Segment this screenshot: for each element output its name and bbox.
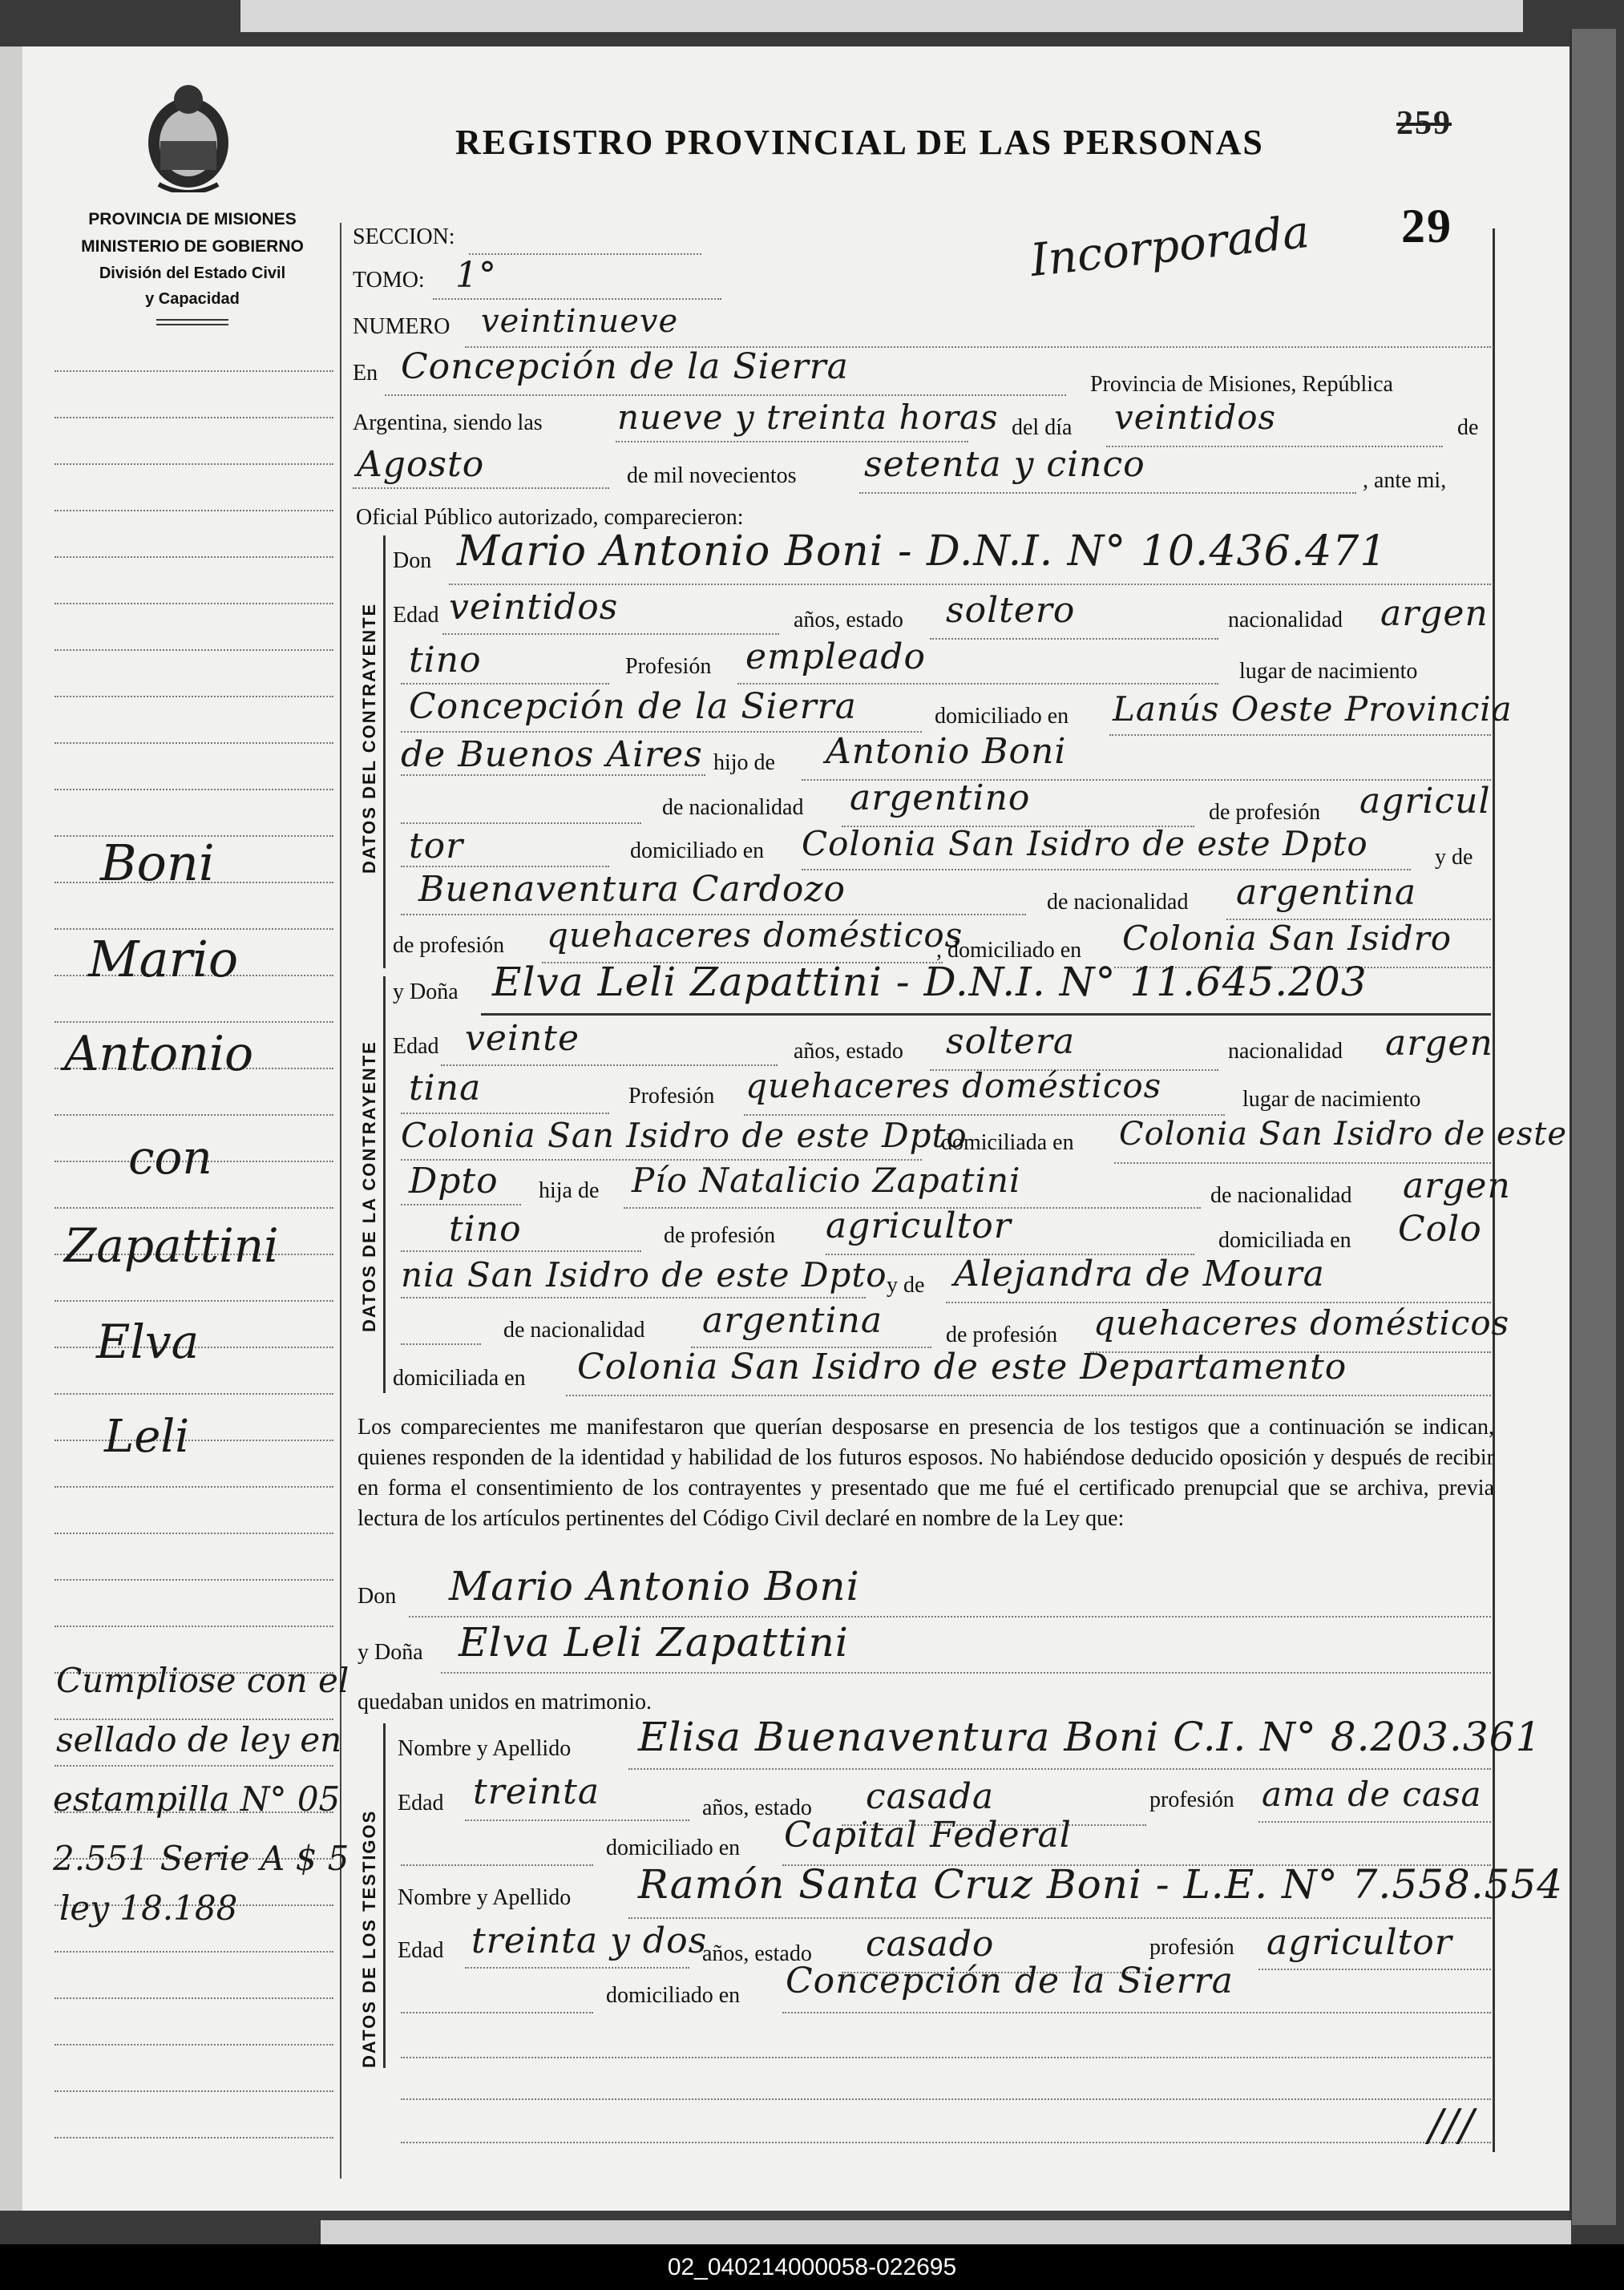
c1-estado-line [930,638,1218,640]
t2-profesion-label: profesión [1149,1935,1234,1960]
c2-padre-prof-value: agricultor [826,1206,1012,1246]
c2-madre-prof-label: de profesión [946,1323,1058,1347]
margin-column-divider [340,223,341,2179]
t2-profesion-line [1258,1969,1491,1970]
c2-profesion-value: quehaceres domésticos [745,1066,1162,1105]
margin-name-5: Zapattini [64,1218,279,1273]
decl-dona-name: Elva Leli Zapattini [459,1619,849,1666]
c1-madre-prof-value: quehaceres domésticos [547,915,963,955]
c1-nacionalidad-label: nacionalidad [1228,608,1343,632]
footer-code: 02_040214000058-022695 [0,2244,1624,2290]
c1-nac-part1: argen [1380,593,1489,634]
c2-lugar-label: lugar de nacimiento [1242,1087,1421,1112]
t2-domiciliado-label: domiciliado en [606,1983,741,2008]
book-spine [1569,29,1616,2225]
margin-note-2: sellado de ley en [56,1720,342,1759]
c1-blank-line [401,822,641,824]
margin-ruled-line [55,510,333,511]
margin-name-7: Leli [104,1411,190,1463]
margin-ruled-line [55,1207,333,1209]
contrayente-name: Mario Antonio Boni - D.N.I. N° 10.436.471 [457,527,1388,576]
hour-line [616,441,968,442]
margin-ruled-line [55,2044,333,2046]
year-label: de mil novecientos [627,463,797,488]
decl-dona-label: y Doña [358,1640,423,1665]
day-value: veintidos [1114,398,1277,437]
c2-madre-prof-value: quehaceres domésticos [1093,1303,1510,1343]
numero-label: NUMERO [353,314,450,339]
margin-ruled-line [55,1300,333,1302]
margin-ruled-line [55,1765,333,1767]
c1-domiciliado2-label: domiciliado en [630,838,765,863]
margin-ruled-line [55,603,333,604]
c1-madre-nac-value: argentina [1236,872,1417,913]
c2-nac-part2: tina [409,1068,482,1109]
margin-ruled-line [55,1393,333,1395]
t2-edad-label: Edad [398,1938,444,1963]
margin-ruled-line [55,2137,333,2139]
t1-domiciliado-label: domiciliado en [606,1836,741,1860]
contrayente2-bracket [383,976,386,1393]
margin-ruled-line [55,742,333,744]
provincia-text: Provincia de Misiones, República [1090,372,1393,397]
year-line [859,492,1356,494]
org-divider [156,319,228,325]
c2-blank-line [401,1343,481,1345]
don-line [449,584,1491,585]
t1-nombre-label: Nombre y Apellido [398,1736,572,1761]
c1-padre-prof-part2: tor [409,826,464,866]
c2-padre-value: Pío Natalicio Zapatini [632,1161,1021,1200]
c2-domiciliada-label: domiciliada en [941,1130,1074,1155]
contrayente2-name: Elva Leli Zapattini - D.N.I. N° 11.645.203 [492,959,1367,1005]
t1-profesion-value: ama de casa [1262,1775,1482,1814]
c2-nac-part1: argen [1385,1023,1493,1064]
month-value: Agosto [357,444,485,485]
c2-edad-line [441,1064,778,1066]
margin-ruled-line [55,1997,333,1999]
incorporada-annotation: Incorporada [1028,205,1312,288]
oficial-text: Oficial Público autorizado, comparecieron: [356,505,744,530]
decl-dona-line [441,1672,1491,1674]
margin-ruled-line [55,1021,333,1023]
t2-nombre-label: Nombre y Apellido [398,1885,572,1910]
month-line [353,487,609,489]
margin-name-1: Boni [100,834,215,892]
tomo-label: TOMO: [353,268,425,293]
c2-madre-nac-value: argentina [702,1300,883,1341]
old-page-number: 259 [1396,105,1452,142]
decl-don-line [409,1616,1491,1618]
contrayente-bracket [383,535,386,968]
seccion-label: SECCION: [353,224,455,249]
c2-lugar-value: Colonia San Isidro de este Dpto [401,1116,968,1155]
org-line-3: División del Estado Civil [99,265,286,282]
tomo-line [433,298,721,300]
ante-mi-text: , ante mi, [1363,468,1447,493]
c1-padre-dom-line [802,869,1411,870]
margin-ruled-line [55,1626,333,1627]
c2-padre-nac-label: de nacionalidad [1210,1183,1352,1208]
en-label: En [353,361,378,386]
c2-padre-dom-part1: Colo [1398,1209,1482,1250]
closing-mark: /// [1428,2100,1475,2151]
margin-note-3: estampilla N° 05 [53,1779,341,1819]
tomo-value: 1° [455,255,497,296]
c1-dom-part2: de Buenos Aires [401,734,703,775]
t1-edad-value: treinta [473,1771,600,1812]
c1-nac2-line [401,683,609,685]
c1-lugar-label: lugar de nacimiento [1239,659,1418,684]
margin-ruled-line [55,417,333,418]
margin-ruled-line [55,2090,333,2092]
c2-madre-dom-label: domiciliada en [393,1366,526,1391]
c1-edad-line [442,633,779,635]
contrayente-side-label: DATOS DEL CONTRAYENTE [359,602,379,874]
c2-y-de-label: y de [887,1273,925,1298]
c1-profesion-line [737,683,1218,685]
margin-ruled-line [55,1114,333,1116]
page-edge-top [240,0,1523,32]
testigos-side-label: DATOS DE LOS TESTIGOS [359,1809,379,2068]
margin-ruled-line [55,463,333,465]
c2-nacionalidad-label: nacionalidad [1228,1039,1343,1064]
margin-ruled-line [55,1440,333,1441]
quedaban-text: quedaban unidos en matrimonio. [358,1690,652,1714]
t-extra-line-1 [401,2057,1491,2058]
t2-estado-value: casado [866,1924,995,1965]
page-number: 29 [1401,200,1452,252]
c1-anos-estado: años, estado [794,608,903,632]
t2-edad-value: treinta y dos [471,1920,708,1961]
c2-estado-value: soltera [946,1021,1076,1062]
c2-anos-estado: años, estado [794,1039,903,1064]
t2-edad-line [465,1967,689,1969]
c2-dom-part1: Colonia San Isidro de este [1119,1116,1567,1153]
year-value: setenta y cinco [864,444,1145,485]
c1-edad-value: veintidos [449,587,619,628]
t2-dom-value: Concepción de la Sierra [786,1961,1234,2001]
c1-nac-part2: tino [409,640,482,681]
margin-note-1: Cumpliose con el [56,1661,349,1700]
c1-padre-value: Antonio Boni [826,731,1067,772]
de-label: de [1457,415,1479,440]
c1-madre-value: Buenaventura Cardozo [418,869,846,910]
c1-lugar-value: Concepción de la Sierra [409,686,857,727]
c2-padre-prof-label: de profesión [664,1223,776,1248]
c2-padre-nac-part2: tino [449,1209,522,1250]
margin-ruled-line [55,789,333,790]
contrayente2-side-label: DATOS DE LA CONTRAYENTE [359,1040,379,1332]
margin-ruled-line [55,1579,333,1581]
numero-value: veintinueve [481,303,679,340]
margin-ruled-line [55,1951,333,1953]
org-line-2: MINISTERIO DE GOBIERNO [81,237,304,256]
org-line-4: y Capacidad [145,290,240,308]
c1-profesion-label: Profesión [625,654,712,679]
c1-padre-nac-value: argentino [850,777,1031,818]
c2-profesion-label: Profesión [628,1084,715,1109]
c2-nac3-line [401,1250,641,1252]
c2-madre-dom-line [566,1395,1491,1396]
margin-ruled-line [55,556,333,558]
don-label: Don [393,548,432,573]
c1-domiciliado-label: domiciliado en [935,704,1069,729]
c2-padre-dom-label: domiciliada en [1218,1228,1351,1253]
c2-hija-label: hija de [539,1178,600,1203]
c1-madre-dom-value: Colonia San Isidro [1122,919,1452,958]
declaracion-paragraph: Los comparecientes me manifestaron que querían desposarse en presencia de los testigos que a continuación se indican, quienes responden de la identidad y habilidad de los futuros esposos. No habiéndose deducido oposición y después de recibir en forma el consentimiento de los contrayentes y presentado que me fué el certificado prenupcial que se archiva, previa lectura de los artículos pertinentes del Código Civil declaré en nombre de la Ley que: [358,1415,1494,1531]
t1-blank-line [401,1864,593,1866]
c1-dom-line [1109,734,1491,736]
seccion-line [469,253,701,255]
c1-dom2-line [401,774,705,776]
c2-madre-nac-label: de nacionalidad [503,1318,645,1343]
t2-name: Ramón Santa Cruz Boni - L.E. N° 7.558.554 [638,1861,1564,1908]
c2-nac2-line [401,1113,609,1114]
c2-padre-dom-part2: nia San Isidro de este Dpto [401,1255,887,1294]
c1-madre-prof-label: de profesión [393,933,505,958]
margin-note-4: 2.551 Serie A $ 5 [53,1839,349,1878]
day-line [1106,446,1443,447]
c2-madre-value: Alejandra de Moura [954,1254,1325,1294]
margin-name-2: Mario [88,930,239,988]
c1-domiciliado3-label: , domiciliado en [936,938,1082,963]
argentina-text: Argentina, siendo las [353,410,543,435]
c1-prof2-line [401,866,609,867]
c1-padre-dom-value: Colonia San Isidro de este Dpto [802,824,1368,863]
margin-name-6: Elva [96,1315,200,1369]
c2-padre-nac-part1: argen [1403,1165,1511,1206]
t2-dom-line [782,2012,1491,2013]
c2-dom-part2: Dpto [409,1161,499,1202]
c1-profesion-value: empleado [745,636,926,677]
margin-ruled-line [55,649,333,651]
t1-dom-value: Capital Federal [784,1815,1072,1856]
dia-label: del día [1012,415,1073,440]
dona-label: y Doña [393,979,459,1004]
t2-nombre-line [628,1917,1491,1919]
margin-name-4: con [128,1130,212,1185]
c2-padre-dom2-line [401,1297,866,1298]
c2-madre-dom-value: Colonia San Isidro de este Departamento [577,1347,1347,1387]
t1-anos-estado: años, estado [702,1795,812,1820]
coat-of-arms-icon [143,80,235,192]
t1-nombre-line [628,1768,1491,1770]
margin-ruled-line [55,370,333,372]
decl-don-label: Don [358,1584,397,1609]
c1-padre-prof-part1: agricul [1359,781,1491,822]
testigos-bracket [383,1723,386,2068]
margin-name-3: Antonio [64,1026,254,1082]
margin-ruled-line [55,1533,333,1534]
t2-anos-estado: años, estado [702,1941,812,1966]
decl-don-name: Mario Antonio Boni [449,1563,860,1609]
hour-value: nueve y treinta horas [617,398,999,437]
c2-dom-line [1114,1162,1491,1164]
c1-y-de-label: y de [1435,845,1473,870]
c1-madre-nac-label: de nacionalidad [1047,890,1189,915]
t1-name: Elisa Buenaventura Boni C.I. N° 8.203.361 [638,1714,1542,1760]
t2-blank-line [401,2012,593,2013]
c1-dom-part1: Lanús Oeste Provincia [1113,689,1513,729]
margin-note-5: ley 18.188 [59,1888,238,1928]
dona-line [481,1013,1491,1016]
c2-edad-label: Edad [393,1034,439,1059]
margin-ruled-line [55,696,333,697]
t1-estado-value: casada [866,1776,995,1817]
org-line-1: PROVINCIA DE MISIONES [88,210,297,228]
t1-profesion-line [1258,1821,1491,1823]
place-value: Concepción de la Sierra [401,346,849,387]
t1-profesion-label: profesión [1149,1787,1234,1812]
t1-edad-line [465,1819,689,1821]
place-line [385,394,1066,396]
c2-dom2-line [401,1204,521,1206]
c1-de-nacionalidad-label: de nacionalidad [662,795,804,820]
t1-edad-label: Edad [398,1791,444,1815]
t-extra-line-2 [401,2098,1491,2100]
margin-ruled-line [55,1486,333,1488]
t2-profesion-value: agricultor [1266,1922,1452,1963]
page-title: REGISTRO PROVINCIAL DE LAS PERSONAS [455,123,1264,162]
t-extra-line-3 [401,2142,1491,2143]
c1-de-profesion-label: de profesión [1209,800,1321,825]
c2-edad-value: veinte [465,1018,580,1059]
c1-hijo-label: hijo de [713,750,775,775]
c1-estado-value: soltero [946,590,1076,631]
c1-edad-label: Edad [393,603,439,628]
